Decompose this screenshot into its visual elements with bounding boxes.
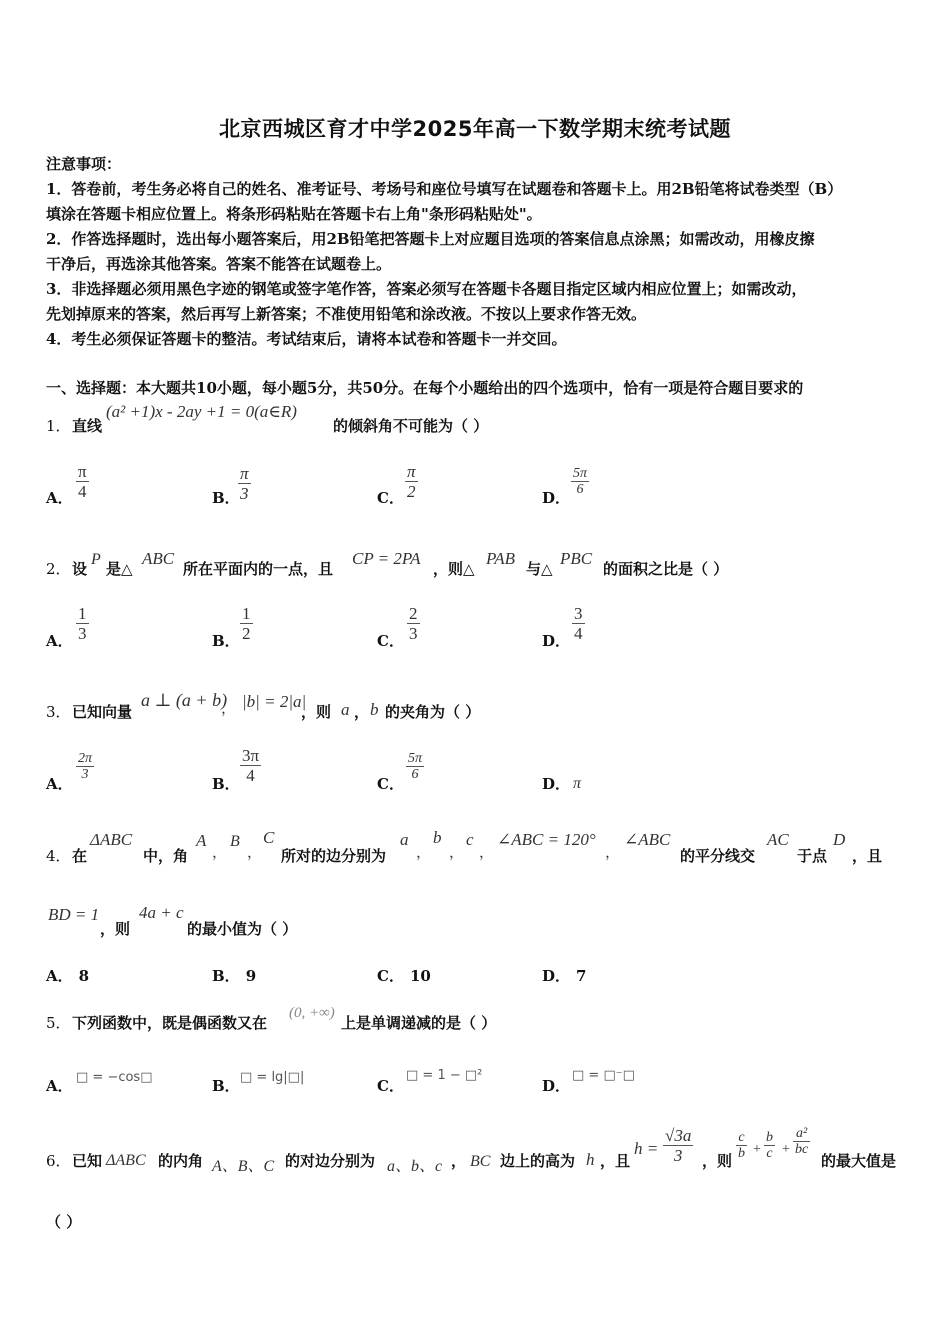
q4-comma-2: ，: [247, 845, 263, 861]
notice-line-1: 1．答卷前，考生务必将自己的姓名、准考证号、考场号和座位号填写在试题卷和答题卡上。用2B铅笔将试卷类型（B）: [46, 180, 843, 198]
q5-option-a-label[interactable]: A．: [46, 1077, 73, 1095]
q4-math-C: C: [263, 828, 275, 847]
q1-option-b-label[interactable]: B．: [212, 489, 240, 507]
q1-text-b: 的倾斜角不可能为（ ）: [333, 417, 489, 435]
notice-line-2: 填涂在答题卡相应位置上。将条形码粘贴在答题卡右上角"条形码粘贴处"。: [46, 205, 542, 223]
q3-comma: ，: [221, 701, 237, 717]
q1-number: 1．: [46, 417, 71, 435]
q3-text-c: ，: [354, 703, 370, 721]
q1-text-a: 直线: [72, 417, 103, 435]
q6-plus-2: +: [782, 1142, 790, 1157]
q4-option-a[interactable]: A． 8: [46, 967, 90, 985]
q4-math-b: b: [433, 828, 442, 847]
q5-text-b: 上是单调递减的是（ ）: [341, 1014, 497, 1032]
q3-text-b: ，则: [301, 703, 332, 721]
notice-line-3: 2．作答选择题时，选出每小题答案后，用2B铅笔把答题卡上对应题目选项的答案信息点涂黑；如需改动，用橡皮擦: [46, 230, 815, 248]
q3-option-d-label[interactable]: D．: [542, 775, 571, 793]
q3-math-a: a: [341, 700, 350, 719]
q6-text-d: ，: [451, 1152, 467, 1170]
q1-option-c-label[interactable]: C．: [377, 489, 404, 507]
q3-text-a: 已知向量: [72, 703, 133, 721]
q2-option-c-label[interactable]: C．: [377, 632, 404, 650]
q4-text-e: 于点: [797, 847, 828, 865]
q2-option-b-label[interactable]: B．: [212, 632, 240, 650]
q3-option-b-label[interactable]: B．: [212, 775, 240, 793]
q6-math-h-eq: h =: [634, 1139, 659, 1158]
q4-math-A: A: [196, 831, 207, 850]
q4-text-a: 在: [72, 847, 88, 865]
q5-option-a-value: □ = −cos□: [76, 1070, 153, 1085]
q4-text-b: 中，角: [143, 847, 189, 865]
q3-option-a-fraction: 2π 3: [78, 751, 93, 782]
q4-math-bd: BD = 1: [48, 905, 100, 924]
q4-math-triangle: ΔABC: [90, 830, 133, 849]
q4-math-a: a: [400, 830, 409, 849]
q2-number: 2．: [46, 560, 71, 578]
q2-text-e: 与△: [526, 560, 553, 578]
q2-option-a-fraction: 1 3: [78, 604, 87, 643]
q4-comma-4: ，: [449, 845, 465, 861]
q3-option-c-fraction: 5π 6: [408, 751, 423, 782]
q6-text-e: 边上的高为: [500, 1152, 576, 1170]
q2-math-pbc: PBC: [560, 549, 593, 568]
q6-number: 6．: [46, 1152, 71, 1170]
section-heading: 一、选择题：本大题共10小题，每小题5分，共50分。在每个小题给出的四个选项中，恰有一项是符合题目要求的: [46, 379, 804, 397]
q3-math-perp: a ⊥ (a + b): [141, 690, 228, 710]
q6-fraction-b-c: b c: [766, 1130, 773, 1161]
q6-text-g: ，则: [702, 1152, 733, 1170]
q6-plus-1: +: [753, 1142, 761, 1157]
q6-fraction-a2-bc: a² bc: [795, 1126, 809, 1157]
q4-math-B: B: [230, 833, 240, 850]
q1-option-d-fraction: 5π 6: [573, 466, 588, 497]
q4-math-angle-2: ∠ABC: [624, 830, 671, 849]
q6-math-angles: A、B、C: [212, 1158, 275, 1175]
q2-math-abc: ABC: [142, 549, 175, 568]
q4-comma-6: ，: [605, 845, 621, 861]
q5-option-c-value: □ = 1 − □²: [406, 1068, 483, 1083]
q5-option-d-label[interactable]: D．: [542, 1077, 571, 1095]
q4-option-d[interactable]: D． 7: [542, 967, 587, 985]
q6-fraction-c-b: c b: [738, 1130, 745, 1161]
q1-option-a-fraction: π 4: [78, 462, 87, 501]
q1-option-a-label[interactable]: A．: [46, 489, 73, 507]
q3-option-c-label[interactable]: C．: [377, 775, 404, 793]
q4-text-d: 的平分线交: [680, 847, 756, 865]
q2-text-d: ，则△: [433, 560, 475, 578]
q4-comma-5: ，: [479, 845, 495, 861]
q2-text-b: 是△: [106, 560, 133, 578]
q2-option-c-fraction: 2 3: [409, 604, 418, 643]
q2-text-c: 所在平面内的一点，且: [183, 560, 334, 578]
notice-line-7: 4．考生必须保证答题卡的整洁。考试结束后，请将本试卷和答题卡一并交回。: [46, 330, 567, 348]
q2-option-a-label[interactable]: A．: [46, 632, 73, 650]
q6-math-bc: BC: [470, 1153, 491, 1170]
q5-option-d-value: □ = □⁻□: [572, 1068, 635, 1083]
q4-text-h: 的最小值为（ ）: [187, 920, 298, 938]
q4-option-b[interactable]: B． 9: [212, 967, 257, 985]
q2-text-f: 的面积之比是（ ）: [603, 560, 729, 578]
q5-number: 5．: [46, 1014, 71, 1032]
q2-math-pab: PAB: [486, 549, 515, 568]
notice-line-5: 3．非选择题必须用黑色字迹的钢笔或签字笔作答，答案必须写在答题卡各题目指定区域内相应位置上；如需改动，: [46, 280, 807, 298]
q6-text-f: ，且: [600, 1152, 631, 1170]
q2-text-a: 设: [72, 560, 88, 578]
q5-option-b-label[interactable]: B．: [212, 1077, 240, 1095]
q4-comma-3: ，: [416, 845, 432, 861]
q3-math-norm: |b| = 2|a|: [242, 692, 307, 711]
q1-equation: (a² +1)x - 2ay +1 = 0(a∈R): [106, 402, 297, 421]
q4-text-c: 所对的边分别为: [281, 847, 387, 865]
notice-heading: 注意事项：: [46, 155, 122, 173]
q3-option-a-label[interactable]: A．: [46, 775, 73, 793]
q3-text-d: 的夹角为（ ）: [385, 703, 481, 721]
q3-number: 3．: [46, 703, 71, 721]
q4-math-c: c: [466, 830, 474, 849]
q2-option-d-fraction: 3 4: [574, 604, 583, 643]
q6-math-triangle: ΔABC: [106, 1152, 146, 1169]
q4-text-f: ，且: [852, 847, 883, 865]
q2-math-cp: CP = 2PA: [352, 549, 421, 568]
q5-math-interval: (0, +∞): [289, 1005, 335, 1021]
notice-line-6: 先划掉原来的答案，然后再写上新答案；不准使用铅笔和涂改液。不按以上要求作答无效。: [46, 305, 647, 323]
q2-option-b-fraction: 1 2: [242, 604, 251, 643]
q2-option-d-label[interactable]: D．: [542, 632, 571, 650]
q4-math-expr: 4a + c: [139, 903, 184, 922]
q6-math-sides: a、b、c: [387, 1158, 443, 1175]
q2-math-p: P: [91, 551, 101, 568]
q4-math-angle: ∠ABC = 120°: [497, 830, 596, 849]
q6-fraction-h: √3a 3: [665, 1126, 692, 1165]
q4-number: 4．: [46, 847, 71, 865]
q3-math-b: b: [370, 700, 379, 719]
q3-option-d-value: π: [573, 775, 582, 792]
q5-text-a: 下列函数中，既是偶函数又在: [72, 1014, 268, 1032]
page-title: 北京西城区育才中学2025年高一下数学期末统考试题: [219, 117, 731, 141]
q6-text-c: 的对边分别为: [285, 1152, 376, 1170]
q6-math-h: h: [586, 1150, 595, 1169]
q1-option-c-fraction: π 2: [407, 462, 416, 501]
q5-option-b-value: □ = lg|□|: [240, 1070, 305, 1085]
q4-option-c[interactable]: C． 10: [377, 967, 431, 985]
q6-text-b: 的内角: [158, 1152, 204, 1170]
notice-line-4: 干净后，再选涂其他答案。答案不能答在试题卷上。: [46, 255, 392, 273]
q4-math-ac: AC: [767, 830, 789, 849]
q6-text-h: 的最大值是: [821, 1152, 897, 1170]
q4-comma-1: ，: [212, 845, 228, 861]
q4-math-d: D: [833, 830, 846, 849]
q4-text-g: ，则: [100, 920, 131, 938]
q5-option-c-label[interactable]: C．: [377, 1077, 404, 1095]
q1-option-d-label[interactable]: D．: [542, 489, 571, 507]
q1-option-b-fraction: π 3: [240, 464, 249, 503]
q6-text-i: （ ）: [46, 1213, 82, 1231]
q6-text-a: 已知: [72, 1152, 103, 1170]
q3-option-b-fraction: 3π 4: [242, 746, 260, 785]
